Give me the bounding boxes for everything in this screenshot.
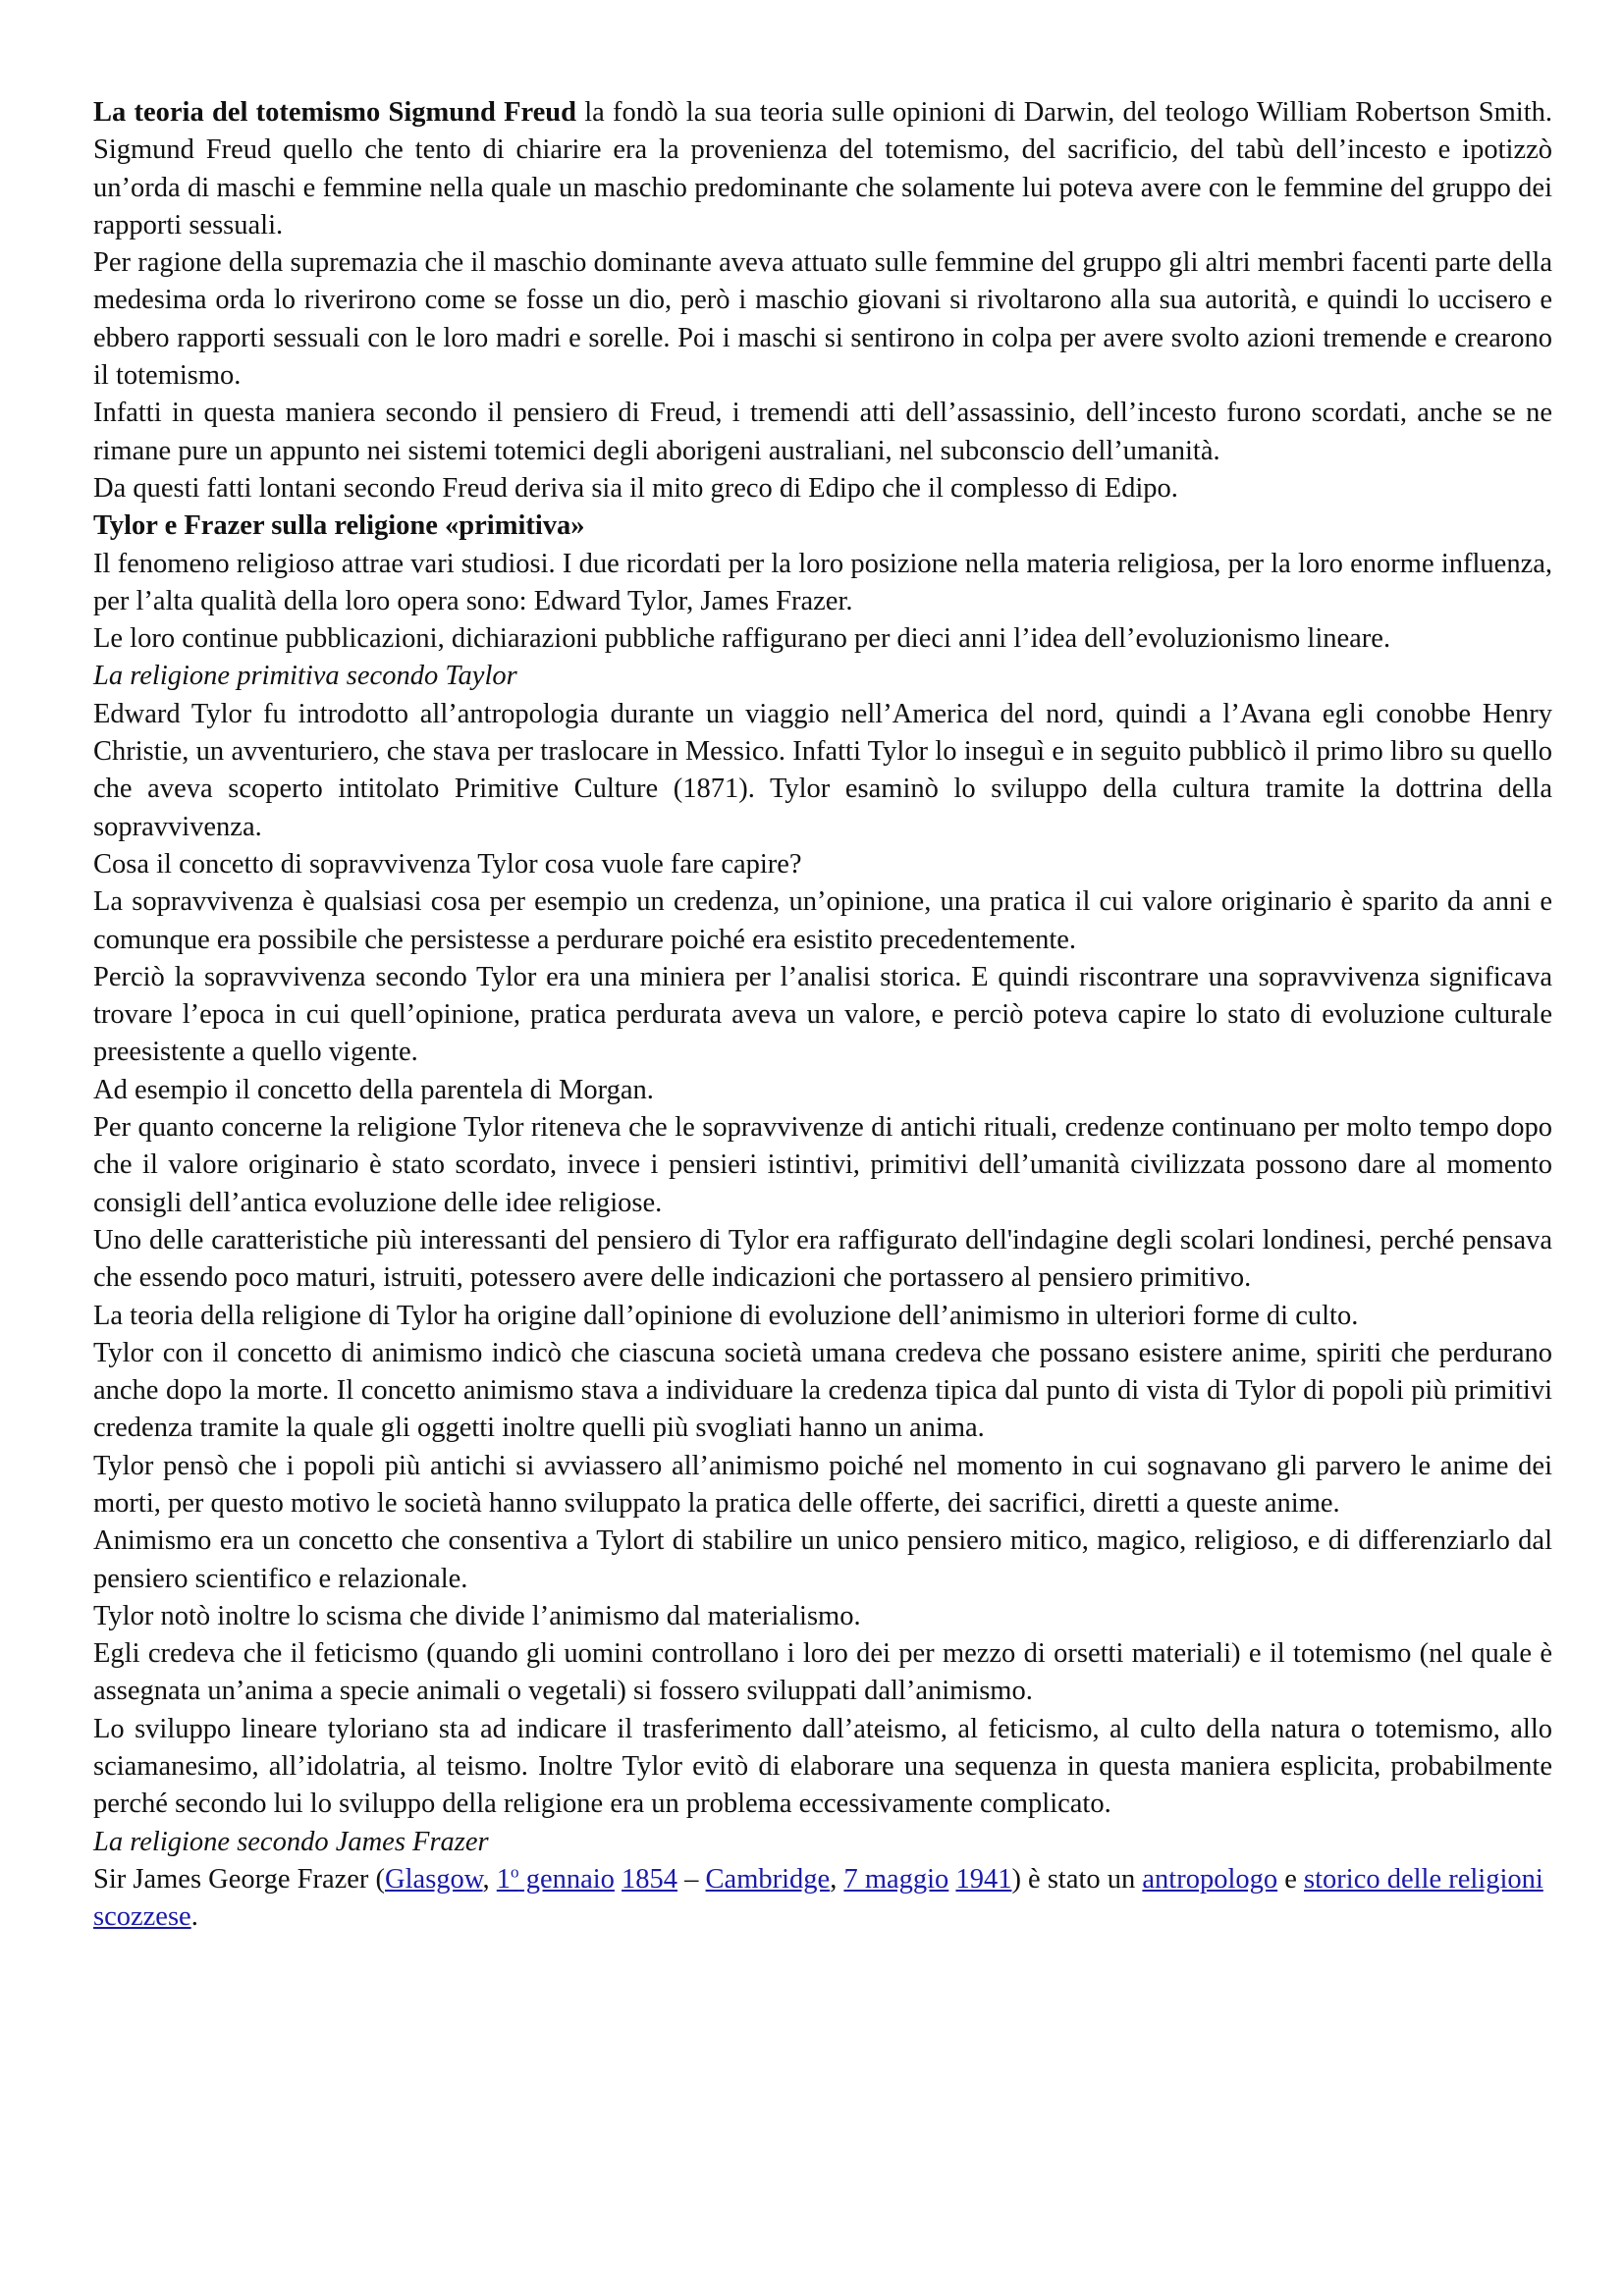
tylor-paragraph: Ad esempio il concetto della parentela di Morgan. xyxy=(93,1074,654,1105)
frazer-paragraph xyxy=(93,1861,1552,1937)
tylor-paragraph: Per quanto concerne la religione Tylor riteneva che le sopravvivenze di antichi rituali, credenze continuano per molto tempo dopo che il valore originario è stato scordato, invece i pensieri istintivi, primitivi dell’umanità civilizzata possono dare al momento consigli dell’antica evoluzione delle idee religiose. xyxy=(93,1112,1552,1218)
tylor-subheading: La religione primitiva secondo Taylor xyxy=(93,661,517,692)
link-glasgow[interactable]: Glasgow xyxy=(385,1863,483,1895)
frazer-text xyxy=(615,1864,622,1895)
tylor-paragraph: Lo sviluppo lineare tyloriano sta ad indicare il trasferimento dall’ateismo, al feticismo, al culto della natura o totemismo, allo sciamanesimo, all’idolatria, al teismo. Inoltre Tylor evitò di elaborare una sequenza in questa maniera esplicita, probabilmente perché secondo lui lo sviluppo della religione era un problema eccessivamente complicato. xyxy=(93,1713,1552,1820)
tylor-paragraph: La teoria della religione di Tylor ha origine dall’opinione di evoluzione dell’animismo in ulteriori forme di culto. xyxy=(93,1300,1359,1331)
freud-paragraph-3: Infatti in questa maniera secondo il pensiero di Freud, i tremendi atti dell’assassinio, dell’incesto furono scordati, anche se ne rimane pure un appunto nei sistemi totemici degli aborigeni australiani, nel subconscio dell’umanità. xyxy=(93,398,1552,466)
tylor-paragraph: Tylor pensò che i popoli più antichi si avviassero all’animismo poiché nel momento in cui sognavano gli parvero le anime dei morti, per questo motivo le società hanno sviluppato la pratica delle offerte, dei sacrifici, diretti a queste anime. xyxy=(93,1450,1552,1519)
link-1941[interactable]: 1941 xyxy=(955,1863,1012,1895)
link-antropologo[interactable]: antropologo xyxy=(1142,1863,1278,1895)
tylor-paragraph: Cosa il concetto di sopravvivenza Tylor cosa vuole fare capire? xyxy=(93,848,802,880)
tylor-frazer-paragraph-2: Le loro continue pubblicazioni, dichiarazioni pubbliche raffigurano per dieci anni l’idea dell’evoluzionismo lineare. xyxy=(93,623,1391,655)
link-scozzese[interactable]: scozzese xyxy=(93,1901,191,1933)
frazer-text: Sir James George Frazer ( xyxy=(93,1863,386,1895)
tylor-frazer-paragraph-1: Il fenomeno religioso attrae vari studiosi. I due ricordati per la loro posizione nella materia religiosa, per la loro enorme influenza, per l’alta qualità della loro opera sono: Edward Tylor, James Frazer. xyxy=(93,548,1552,616)
frazer-subheading: La religione secondo James Frazer xyxy=(93,1826,489,1857)
link-1-gennaio[interactable] xyxy=(497,1864,615,1895)
link-cambridge[interactable]: Cambridge xyxy=(705,1863,831,1895)
tylor-paragraph: Tylor con il concetto di animismo indicò che ciascuna società umana credeva che possano esistere anime, spiriti che perdurano anche dopo la morte. Il concetto animismo stava a individuare la credenza tipica dal punto di vista di Tylor di popoli più primitivi credenza tramite la quale gli oggetti inoltre quelli più svogliati hanno un anima. xyxy=(93,1337,1552,1444)
freud-intro-text: la fondò la sua teoria sulle opinioni di Darwin, del teologo William Robertson Smith. Sigmund Freud quello che tento di chiarire era la provenienza del totemismo, del sacrificio, del tabù dell’incesto e ipotizzò un’orda di maschi e femmine nella quale un maschio predominante che solamente lui poteva avere con le femmine del gruppo dei rapporti sessuali. xyxy=(93,97,1552,240)
tylor-paragraph: Perciò la sopravvivenza secondo Tylor era una miniera per l’analisi storica. E quindi riscontrare una sopravvivenza significava trovare l’epoca in cui quell’opinione, pratica perdurata aveva un valore, e perciò poteva capire lo stato di evoluzione culturale preesistente a quello vigente. xyxy=(93,961,1552,1068)
tylor-paragraph: Animismo era un concetto che consentiva a Tylort di stabilire un unico pensiero mitico, magico, religioso, e di differenziarlo dal pensiero scientifico e relazionale. xyxy=(93,1525,1552,1594)
freud-intro-bold: La teoria del totemismo Sigmund Freud xyxy=(93,97,576,128)
tylor-frazer-heading: Tylor e Frazer sulla religione «primitiva» xyxy=(93,510,585,542)
tylor-paragraph: Uno delle caratteristiche più interessanti del pensiero di Tylor era raffigurato dell'indagine degli scolari londinesi, perché pensava che essendo poco maturi, istruiti, potessero avere delle indicazioni che portassero al pensiero primitivo. xyxy=(93,1224,1552,1294)
link-storico-delle-religioni[interactable]: storico delle religioni xyxy=(1304,1863,1543,1895)
frazer-text: e xyxy=(1277,1863,1305,1895)
frazer-text: ) è stato un xyxy=(1011,1863,1143,1895)
freud-paragraph-4: Da questi fatti lontani secondo Freud deriva sia il mito greco di Edipo che il complesso di Edipo. xyxy=(93,472,1178,504)
tylor-paragraph: La sopravvivenza è qualsiasi cosa per esempio un credenza, un’opinione, una pratica il cui valore originario è sparito da anni e comunque era possibile che persistesse a perdurare poiché era esistito precedentemente. xyxy=(93,886,1552,955)
link-1854[interactable]: 1854 xyxy=(622,1863,678,1895)
link-day-number: 1 xyxy=(496,1863,512,1895)
link-month: gennaio xyxy=(518,1863,615,1895)
tylor-paragraph: Edward Tylor fu introdotto all’antropologia durante un viaggio nell’America del nord, quindi a l’Avana egli conobbe Henry Christie, un avventuriero, che stava per traslocare in Messico. Infatti Tylor lo inseguì e in seguito pubblicò il primo libro su quello che aveva scoperto intitolato Primitive Culture (1871). Tylor esaminò lo sviluppo della cultura tramite la dottrina della sopravvivenza. xyxy=(93,698,1552,842)
frazer-text: , xyxy=(482,1863,497,1895)
document-page xyxy=(93,94,1552,1937)
frazer-text: – xyxy=(677,1863,706,1895)
frazer-text: . xyxy=(190,1901,198,1933)
frazer-text: , xyxy=(830,1863,844,1895)
link-7-maggio[interactable]: 7 maggio xyxy=(843,1863,949,1895)
freud-paragraph-2: Per ragione della supremazia che il maschio dominante aveva attuato sulle femmine del gruppo gli altri membri facenti parte della medesima orda lo riverirono come se fosse un dio, però i maschio giovani si rivoltarono alla sua autorità, e quindi lo uccisero e ebbero rapporti sessuali con le loro madri e sorelle. Poi i maschi si sentirono in colpa per avere svolto azioni tremende e crearono il totemismo. xyxy=(93,247,1552,392)
freud-intro-paragraph xyxy=(93,94,1552,244)
link-ordinal-superscript: o xyxy=(511,1862,519,1882)
tylor-paragraph: Tylor notò inoltre lo scisma che divide l’animismo dal materialismo. xyxy=(93,1600,861,1631)
tylor-paragraph: Egli credeva che il feticismo (quando gli uomini controllano i loro dei per mezzo di orsetti materiali) e il totemismo (nel quale è assegnata un’anima a specie animali o vegetali) si fossero sviluppati dall’animismo. xyxy=(93,1638,1552,1707)
